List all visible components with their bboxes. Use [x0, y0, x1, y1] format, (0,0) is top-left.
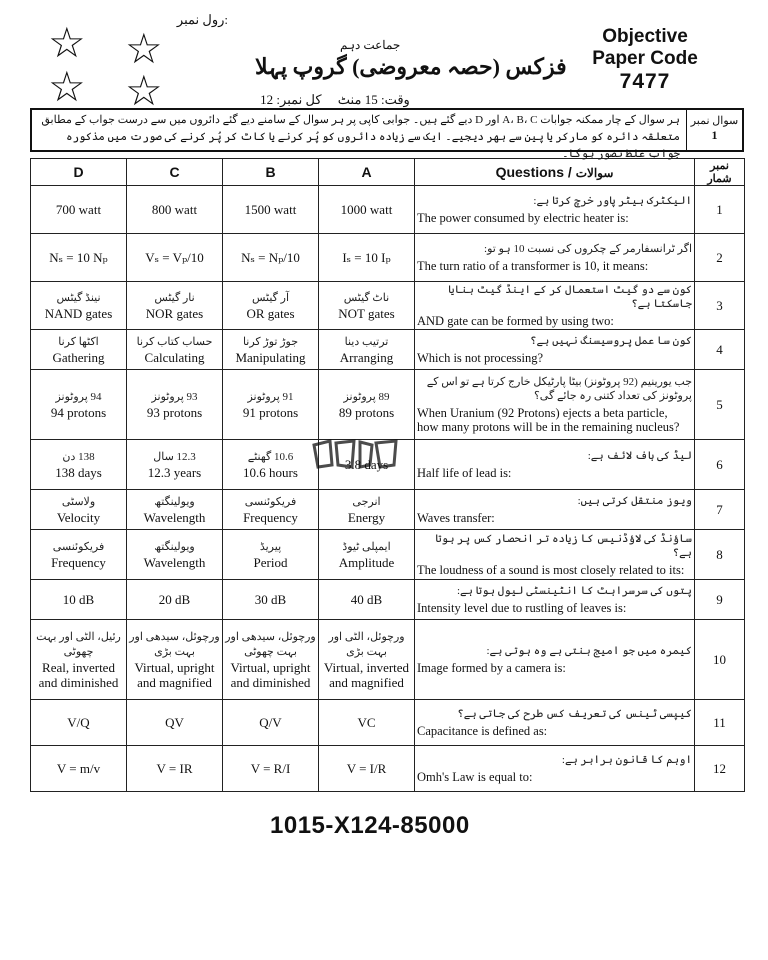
option-a [319, 580, 415, 620]
option-b-text: OR gates [246, 305, 295, 321]
option-c [127, 490, 223, 530]
instructions-text [40, 112, 680, 163]
stamp-mark [310, 437, 400, 471]
option-d [31, 440, 127, 490]
option-d-urdu: 94 پروٹونز [55, 390, 102, 403]
option-a-text: 1000 watt [340, 202, 393, 217]
option-c [127, 330, 223, 370]
option-d [31, 580, 127, 620]
table-row [31, 370, 745, 440]
option-c-urdu: 93 پروٹونز [151, 390, 198, 403]
option-a-text: Iₛ = 10 Iₚ [342, 250, 391, 265]
option-c [127, 580, 223, 620]
option-a [319, 186, 415, 234]
option-a-urdu: ناٹ گیٹس [343, 291, 390, 304]
question-english: The loudness of a sound is most closely related to its: [417, 563, 685, 577]
question-number: 7 [695, 490, 745, 530]
option-b-urdu: فریکوئنسی [244, 495, 297, 508]
option-b-urdu: 10.6 گھنٹے [247, 450, 294, 463]
question-english: Waves transfer: [417, 511, 495, 525]
option-b [223, 580, 319, 620]
question-number: 1 [695, 186, 745, 234]
option-a-text: NOT gates [338, 305, 395, 321]
option-a [319, 530, 415, 580]
option-c-text: Calculating [144, 349, 205, 365]
option-d [31, 746, 127, 792]
question-cell [415, 746, 695, 792]
option-a-text: 89 protons [338, 404, 395, 420]
question-cell [415, 700, 695, 746]
option-c-urdu: ویولینگتھ [154, 495, 195, 508]
question-urdu: اوہم کا قانون برابر ہے: [561, 754, 692, 766]
option-b-text: Nₛ = Nₚ/10 [241, 250, 300, 265]
question-cell [415, 234, 695, 282]
option-a-urdu: ترتیب دینا [344, 335, 389, 348]
question-cell [415, 580, 695, 620]
option-c-text: 20 dB [158, 592, 191, 607]
option-a [319, 620, 415, 700]
option-a [319, 746, 415, 792]
question-urdu: کون سے دو گیٹ استعمال کر کے اینڈ گیٹ بنایا جاسکتا ہے؟ [448, 284, 692, 310]
option-b-text: Q/V [259, 715, 282, 730]
option-c [127, 746, 223, 792]
question-number: 3 [695, 282, 745, 330]
option-b [223, 746, 319, 792]
question-urdu: کیمرہ میں جو امیج بنتی ہے وہ ہوتی ہے: [486, 645, 692, 657]
question-english: AND gate can be formed by using two: [417, 314, 614, 328]
option-c [127, 282, 223, 330]
option-c-text: 12.3 years [147, 464, 202, 480]
option-d-urdu: نینڈ گیٹس [56, 291, 101, 304]
option-a-text: V = I/R [346, 761, 387, 776]
star-icon: ☆ [125, 66, 163, 115]
option-c [127, 370, 223, 440]
option-a [319, 700, 415, 746]
option-b [223, 440, 319, 490]
option-d [31, 282, 127, 330]
question-number: 5 [695, 370, 745, 440]
header-c: C [127, 159, 223, 186]
option-c-urdu: ویولینگتھ [154, 540, 195, 553]
question-number-box [686, 110, 742, 150]
option-a-text: VC [357, 715, 376, 730]
option-c-urdu: نار گیٹس [154, 291, 195, 304]
table-row [31, 746, 745, 792]
question-number-label: سوال نمبر [690, 115, 739, 127]
option-d [31, 330, 127, 370]
question-english: Half life of lead is: [417, 466, 512, 480]
paper-code: 7477 [619, 70, 671, 93]
question-english: When Uranium (92 Protons) ejects a beta particle, how many protons will be in the remaining nucleus? [417, 406, 680, 434]
footer-code: 1015-X124-85000 [270, 812, 470, 839]
star-icon: ☆ [48, 62, 86, 111]
question-cell [415, 186, 695, 234]
table-row [31, 234, 745, 282]
question-urdu: کون سا عمل پروسیسنگ نہیں ہے؟ [530, 335, 692, 347]
option-a-text: Virtual, inverted and magnified [323, 659, 410, 690]
question-number: 9 [695, 580, 745, 620]
option-a [319, 330, 415, 370]
option-b [223, 530, 319, 580]
option-d-text: 138 days [55, 464, 102, 480]
star-icon: ☆ [125, 24, 163, 73]
star-icon: ☆ [48, 18, 86, 67]
option-a-text: Amplitude [338, 554, 395, 570]
option-d-text: 94 protons [50, 404, 107, 420]
question-english: Which is not processing? [417, 351, 544, 365]
option-b-text: Manipulating [235, 349, 306, 365]
paper-code-label: Paper Code [592, 48, 698, 69]
option-c-urdu: 12.3 سال [153, 450, 196, 463]
table-row [31, 490, 745, 530]
option-b [223, 370, 319, 440]
option-c-text: 93 protons [146, 404, 203, 420]
question-english: The turn ratio of a transformer is 10, it means: [417, 259, 649, 273]
question-number: 12 [695, 746, 745, 792]
option-a-text: Energy [347, 509, 386, 525]
option-d-urdu: فریکوئنسی [52, 540, 105, 553]
paper-code-block [570, 26, 720, 94]
mcq-table [30, 158, 745, 792]
header-a: A [319, 159, 415, 186]
option-d [31, 490, 127, 530]
option-b-urdu: پیریڈ [259, 540, 282, 553]
question-urdu: اگر ٹرانسفارمر کے چکروں کی نسبت 10 ہو تو: [484, 243, 692, 255]
question-english: Intensity level due to rustling of leaves is: [417, 601, 627, 615]
question-cell [415, 370, 695, 440]
subject-title: فزکس (حصہ معروضی) گروپ پہلا [255, 54, 567, 79]
option-c [127, 700, 223, 746]
option-b [223, 234, 319, 282]
table-row [31, 530, 745, 580]
option-a [319, 370, 415, 440]
table-row [31, 282, 745, 330]
option-d [31, 700, 127, 746]
question-number: 8 [695, 530, 745, 580]
paper-type: Objective [602, 26, 688, 47]
question-english: The power consumed by electric heater is: [417, 211, 629, 225]
option-d-text: NAND gates [44, 305, 113, 321]
option-c-text: QV [165, 715, 184, 730]
option-d [31, 186, 127, 234]
option-b-text: 10.6 hours [243, 464, 298, 480]
table-header-row [31, 159, 745, 186]
option-c [127, 530, 223, 580]
option-b-urdu: آر گیٹس [251, 291, 290, 304]
question-number: 10 [695, 620, 745, 700]
option-b-text: Virtual, upright and diminished [230, 659, 311, 690]
header-b: B [223, 159, 319, 186]
option-a-urdu: انرجی [352, 495, 381, 508]
option-a [319, 282, 415, 330]
option-d-text: V = m/v [56, 761, 101, 776]
option-b [223, 700, 319, 746]
question-number: 2 [695, 234, 745, 282]
option-b-urdu: 91 پروٹونز [247, 390, 294, 403]
option-b-text: V = R/I [250, 761, 291, 776]
roll-number-label: رول نمبر: [176, 12, 228, 27]
option-b-text: Period [253, 554, 288, 570]
header-d: D [31, 159, 127, 186]
table-row [31, 580, 745, 620]
instructions-line-2: متعلقہ دائرہ کو مارکر یا پین سے بھر دیجیے۔ ایک سے زیادہ دائروں کو پُر کرنے یا کاٹ کر پُر کرنے کی صورت میں مذکورہ جواب غلط تصور ہوگا۔ [66, 131, 680, 160]
option-a [319, 490, 415, 530]
question-english: Image formed by a camera is: [417, 661, 566, 675]
option-a-urdu: 89 پروٹونز [343, 390, 390, 403]
table-row [31, 186, 745, 234]
option-a-urdu: ورچوئل، الٹی اور بہت بڑی [328, 630, 405, 658]
option-b-text: 1500 watt [244, 202, 297, 217]
question-cell [415, 282, 695, 330]
question-urdu: لیڈ کی ہاف لائف ہے: [587, 450, 692, 462]
option-b [223, 620, 319, 700]
question-cell [415, 330, 695, 370]
table-row [31, 620, 745, 700]
header-num: نمبر شمار [695, 159, 745, 186]
option-d-urdu: اکٹھا کرنا [58, 335, 99, 348]
option-b-urdu: جوڑ توڑ کرنا [242, 335, 299, 348]
table-row [31, 330, 745, 370]
option-c [127, 620, 223, 700]
option-d-text: V/Q [67, 715, 90, 730]
option-b [223, 186, 319, 234]
option-d [31, 620, 127, 700]
question-cell [415, 530, 695, 580]
option-b-text: 30 dB [254, 592, 287, 607]
question-urdu: الیکٹرک ہیٹر پاور خرچ کرتا ہے: [533, 195, 692, 207]
question-urdu: ساؤنڈ کی لاؤڈنیس کا زیادہ تر انحصار کس پر ہوتا ہے؟ [435, 533, 692, 559]
option-b [223, 330, 319, 370]
header-questions [415, 159, 695, 186]
option-d [31, 370, 127, 440]
option-d-text: Frequency [51, 554, 106, 570]
total-marks: کل نمبر: 12 [260, 92, 322, 107]
question-urdu: ویوز منتقل کرتی ہیں: [577, 495, 692, 507]
option-b [223, 282, 319, 330]
question-number: 6 [695, 440, 745, 490]
option-c-text: NOR gates [145, 305, 204, 321]
option-d-text: Velocity [56, 509, 101, 525]
option-b-text: 91 protons [242, 404, 299, 420]
question-number: 4 [695, 330, 745, 370]
question-number: 1 [711, 128, 718, 142]
question-cell [415, 620, 695, 700]
option-b-urdu: ورچوئل، سیدھی اور بہت چھوٹی [225, 630, 316, 658]
question-urdu: پتوں کی سرسراہٹ کا انٹینسٹی لیول ہوتا ہے: [456, 585, 692, 597]
option-c [127, 440, 223, 490]
question-english: Capacitance is defined as: [417, 724, 548, 738]
option-a-text: 40 dB [350, 592, 383, 607]
option-d-text: 10 dB [62, 592, 95, 607]
class-title: جماعت دہم [340, 38, 401, 52]
header-questions-ur: سوالات [575, 166, 614, 180]
option-a-text: Arranging [339, 349, 394, 365]
option-d-text: Gathering [52, 349, 105, 365]
option-c-text: Wavelength [143, 554, 206, 570]
question-number: 11 [695, 700, 745, 746]
option-c-text: V = IR [156, 761, 193, 776]
question-english: Omh's Law is equal to: [417, 770, 533, 784]
option-d-text: Real, inverted and diminished [38, 659, 119, 690]
option-d-text: 700 watt [55, 202, 102, 217]
option-d [31, 234, 127, 282]
option-c-urdu: ورچوئل، سیدھی اور بہت بڑی [129, 630, 220, 658]
question-urdu: جب یورینیم (92 پروٹونز) بیٹا پارٹیکل خارج کرتا ہے تو اس کے پروٹونز کی تعداد کتنی رہ جائے گی؟ [426, 376, 692, 402]
option-d-text: Nₛ = 10 Nₚ [49, 250, 108, 265]
option-c-text: Virtual, upright and magnified [134, 659, 215, 690]
table-row [31, 700, 745, 746]
instructions-line-1: ہر سوال کے چار ممکنہ جوابات A، B، C اور D دیے گئے ہیں۔ جوابی کاپی پر ہر سوال کے سامنے دیے گئے دائروں میں سے درست جواب کے مطابق [41, 114, 680, 126]
option-c [127, 234, 223, 282]
option-c [127, 186, 223, 234]
question-urdu: کیپسی ٹینس کی تعریف کس طرح کی جاتی ہے؟ [457, 708, 692, 720]
option-d [31, 530, 127, 580]
option-c-text: 800 watt [151, 202, 198, 217]
header-questions-sep: / [567, 164, 572, 180]
time-allowed: وقت: 15 منٹ [337, 92, 410, 107]
option-a-urdu: ایمپلی ٹیوڈ [342, 540, 391, 553]
option-b-text: Frequency [243, 509, 298, 525]
option-a [319, 234, 415, 282]
option-d-urdu: رئیل، الٹی اور بہت چھوٹی [36, 630, 121, 658]
instructions-box [30, 108, 744, 160]
option-c-urdu: حساب کتاب کرنا [136, 335, 213, 348]
header-questions-en: Questions [495, 164, 565, 180]
option-b [223, 490, 319, 530]
time-marks [235, 92, 435, 108]
option-d-urdu: ولاسٹی [61, 495, 96, 508]
option-c-text: Vₛ = Vₚ/10 [145, 250, 204, 265]
option-c-text: Wavelength [143, 509, 206, 525]
question-cell [415, 490, 695, 530]
question-cell [415, 440, 695, 490]
option-d-urdu: 138 دن [62, 450, 95, 463]
option-a-text: 3.8 days [344, 457, 389, 472]
